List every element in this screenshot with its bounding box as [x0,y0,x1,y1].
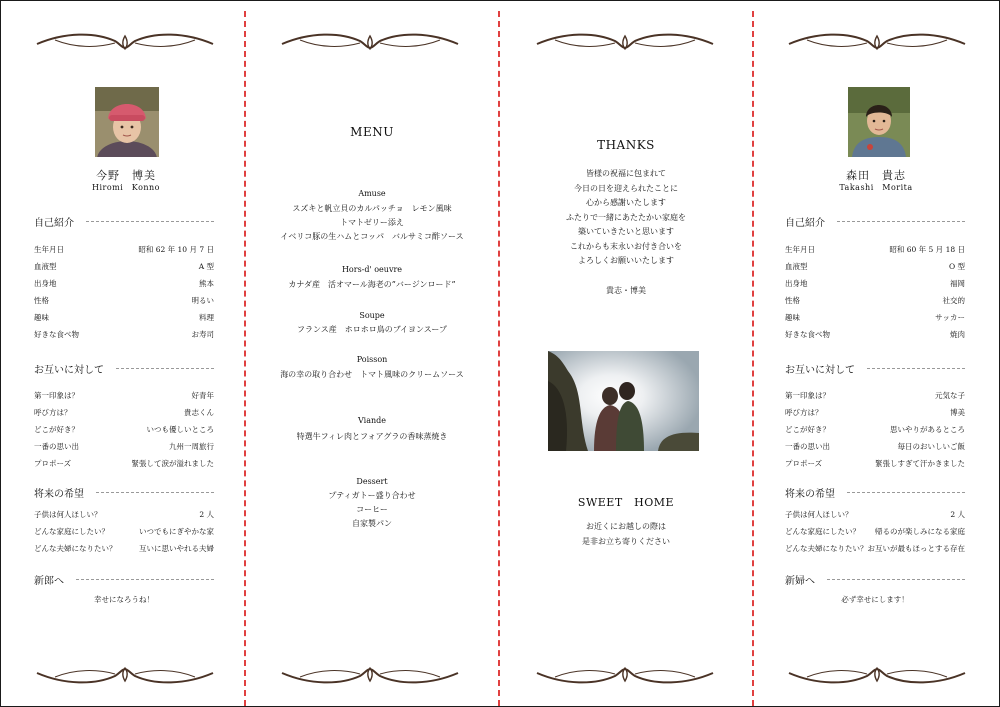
couple-photo [548,351,699,451]
info-value: 福岡 [950,279,965,288]
message-line: よろしくお願いいたします [578,256,674,265]
groom-future-list [785,509,965,560]
info-row [34,407,214,424]
info-label: どんな家庭にしたい？ [34,527,109,536]
dish-item: フランス産 ホロホロ鳥のブイヨンスープ [297,325,447,334]
info-value: 互いに思いやれる夫婦 [139,544,214,553]
bride-future-list [34,509,214,560]
info-label: 趣味 [34,313,49,322]
message-line: ふたりで一緒にあたたかい家庭を [566,212,686,222]
ornament-bottom-4 [787,663,967,689]
section-title: お互いに対して [34,365,104,376]
info-value: サッカー [935,313,965,322]
info-label: どんな夫婦になりたい？ [34,544,117,553]
info-label: 第一印象は？ [34,391,79,400]
info-value: 毎日のおいしいご飯 [897,442,965,451]
info-value: 2 人 [950,510,965,519]
info-label: プロポーズ [785,459,823,468]
bride-future-heading [34,485,214,500]
section-title: 新郎へ [34,576,64,587]
ornament-bottom-1 [35,663,215,689]
section-title: 自己紹介 [34,218,74,229]
info-label: 好きな食べ物 [785,330,830,339]
bride-name-ja: 今野 博美 [96,169,156,182]
bride-mutual-list [34,390,214,475]
dish-item: 海の幸の取り合わせ トマト風味のクリームソース [280,370,464,379]
message-line: お近くにお越しの際は [586,522,666,531]
info-label: 性格 [34,296,49,305]
info-row [34,526,214,543]
info-value: 社交的 [942,296,965,305]
info-label: どこが好き？ [34,425,79,434]
thanks-signature: 貴志・博美 [606,286,646,295]
info-value: 緊張して涙が溢れました [131,459,214,468]
info-value: 博美 [950,408,965,417]
course-dishes [247,430,497,444]
info-row [785,312,965,329]
info-row [785,543,965,560]
section-title: 新婦へ [785,576,815,587]
info-value: 緊張しすぎて汗かきました [875,459,965,468]
info-value: 昭和 62 年 10 月 7 日 [138,245,214,254]
bride-mutual-heading [34,361,214,376]
info-label: 子供は何人ほしい？ [785,510,853,519]
info-row [34,278,214,295]
bride-message-text: 幸せになろうね！ [94,595,154,604]
ornament-top-1 [35,28,215,54]
info-value: 思いやりがあるところ [890,425,965,434]
home-title: SWEET HOME [577,496,675,509]
bride-message-heading [34,572,214,587]
course-name: Viande [358,416,386,425]
groom-message-heading [785,572,965,587]
info-row [34,244,214,261]
fold-divider-3 [752,11,754,706]
groom-message-text: 必ず幸せにします！ [841,595,909,604]
course-name: Hors-d' oeuvre [341,265,403,274]
groom-future-heading [785,485,965,500]
groom-mutual-list [785,390,965,475]
message-line: 皆様の祝福に包まれて [586,169,666,178]
child-photo-boy-icon [848,87,910,157]
groom-intro-list [785,244,965,346]
section-title: お互いに対して [785,365,855,376]
ornament-bottom-3 [535,663,715,689]
info-row [34,458,214,475]
info-row [34,543,214,560]
course-name: Poisson [356,355,388,364]
groom-intro-heading [785,214,965,229]
dish-item: 特選牛フィレ肉とフォアグラの香味蒸焼き [296,432,448,441]
info-row [34,329,214,346]
menu-title: MENU [350,125,394,139]
info-row [34,312,214,329]
info-row [34,390,214,407]
info-label: 趣味 [785,313,800,322]
course-dishes [247,368,497,382]
info-row [785,407,965,424]
course-name: Amuse [358,189,386,198]
info-value: 元気な子 [935,391,965,400]
groom-name-ja: 森田 貴志 [846,169,906,182]
info-value: 焼肉 [950,330,965,339]
bride-intro-heading [34,214,214,229]
info-row [785,424,965,441]
message-line: 築いていきたいと思います [578,227,674,236]
info-label: 出身地 [785,279,808,288]
info-row [34,295,214,312]
fold-divider-1 [244,11,246,706]
info-row [785,329,965,346]
info-value: お互いが最もほっとする存在 [867,544,965,553]
course-dishes [247,278,497,292]
info-row [785,526,965,543]
info-label: 性格 [785,296,800,305]
info-value: 明るい [191,296,214,305]
course-dishes [247,202,497,244]
message-line: 今日の日を迎えられたことに [574,183,678,193]
info-label: 生年月日 [34,245,64,254]
groom-mutual-heading [785,361,965,376]
ornament-bottom-2 [280,663,460,689]
info-value: 料理 [199,313,214,322]
info-row [785,509,965,526]
info-value: お寿司 [191,330,214,339]
info-value: 九州一周旅行 [169,442,214,451]
info-value: 2 人 [199,510,214,519]
info-row [785,295,965,312]
info-row [34,509,214,526]
dish-item: プティガトー盛り合わせ [328,491,416,500]
bride-name-en: Hiromi Konno [91,183,161,192]
message-line: これからも末永いお付き合いを [570,241,682,251]
dish-item: トマトゼリー添え [340,218,404,227]
dish-item: イベリコ豚の生ハムとコッパ バルサミコ酢ソース [280,232,464,241]
info-value: 昭和 60 年 5 月 18 日 [889,245,965,254]
bride-photo [95,87,159,157]
child-photo-girl-icon [95,87,159,157]
info-value: A 型 [198,262,214,271]
info-row [785,390,965,407]
info-label: 子供は何人ほしい？ [34,510,102,519]
couple-silhouette-icon [548,351,699,451]
info-label: 一番の思い出 [785,442,830,451]
info-value: O 型 [948,262,965,271]
info-value: 貴志くん [184,408,214,417]
info-label: 好きな食べ物 [34,330,79,339]
info-value: 帰るのが楽しみになる家庭 [875,527,965,536]
course-dishes [247,489,497,531]
course-name: Dessert [356,477,388,486]
message-line: 心から感謝いたします [586,198,666,207]
info-row [34,261,214,278]
info-label: どんな家庭にしたい？ [785,527,860,536]
info-row [785,441,965,458]
info-value: 好青年 [191,391,214,400]
bride-intro-list [34,244,214,346]
course-dishes [247,323,497,337]
info-row [34,441,214,458]
dish-item: カナダ産 活オマール海老の”バージンロード” [288,280,456,289]
info-row [34,424,214,441]
ornament-top-2 [280,28,460,54]
info-label: 呼び方は？ [34,408,72,417]
home-message [501,520,751,549]
info-row [785,261,965,278]
info-value: 熊本 [199,279,214,288]
info-label: 第一印象は？ [785,391,830,400]
dish-item: 自家製パン [352,519,392,528]
info-label: 一番の思い出 [34,442,79,451]
fold-divider-2 [498,11,500,706]
dish-item: スズキと帆立貝のカルパッチョ レモン風味 [292,204,452,213]
thanks-title: THANKS [597,138,655,152]
groom-name-en: Takashi Morita [839,183,913,192]
info-label: どんな夫婦になりたい？ [785,544,868,553]
course-name: Soupe [359,311,385,320]
section-title: 将来の希望 [34,489,84,500]
info-label: 生年月日 [785,245,815,254]
info-label: 呼び方は？ [785,408,823,417]
info-row [785,458,965,475]
info-label: 出身地 [34,279,57,288]
dish-item: コーヒー [356,505,388,514]
info-value: いつも優しいところ [146,425,214,434]
section-title: 自己紹介 [785,218,825,229]
info-label: どこが好き？ [785,425,830,434]
info-label: プロポーズ [34,459,72,468]
info-label: 血液型 [785,262,808,271]
section-title: 将来の希望 [785,489,835,500]
ornament-top-4 [787,28,967,54]
info-value: いつでもにぎやかな家 [139,527,214,536]
info-label: 血液型 [34,262,57,271]
info-row [785,278,965,295]
info-row [785,244,965,261]
ornament-top-3 [535,28,715,54]
thanks-message [501,167,751,269]
message-line: 是非お立ち寄りください [582,536,670,546]
groom-photo [848,87,910,157]
